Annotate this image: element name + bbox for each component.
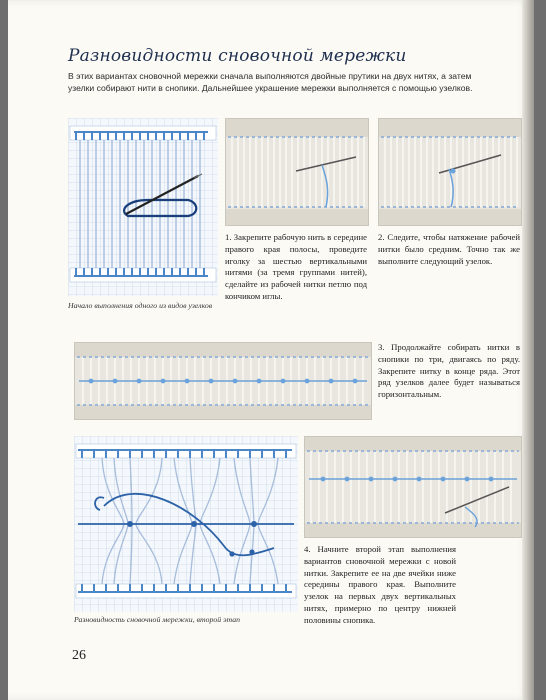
photo-step-2 (378, 118, 522, 226)
step-2-text: 2. Следите, чтобы натяжение рабочей нитки было средним. Точно так же выполните следующий узелок. (378, 232, 520, 266)
second-stage-illustration (74, 436, 298, 612)
caption-second-stage: Разновидность сновочной мережки, второй этап (74, 615, 241, 624)
step-1-text: 1. Закрепите рабочую нить в середине правого края полосы, проведите иголку за шестью вертикальными нитями (за тремя группами нитей), сделайте из рабочей нитки петлю под кончиком иглы. (225, 232, 367, 301)
page-number: 26 (72, 648, 86, 663)
diagram-second-stage (74, 436, 298, 612)
diagram-knot-start (68, 118, 218, 296)
photo-step-1 (225, 118, 369, 226)
intro-paragraph: В этих вариантах сновочной мережки сначала выполняются двойные прутики на двух нитях, а затем узелки собирают нити в снопики. Дальнейшее украшение мережки выполняется с помощью узелков. (68, 71, 473, 93)
step-4-text: 4. Начните второй этап выполнения вариантов сновочной мережки с новой нитки. Закрепите ее на две ячейки ниже середины правого края. Выполните узелок на первых двух вертикальных нитях, примерно по центру нижней половины снопика. (304, 544, 456, 625)
photo-step-4 (304, 436, 522, 538)
page-spine-shadow (522, 0, 534, 700)
photo-step-3 (74, 342, 372, 420)
knot-start-illustration (68, 118, 218, 296)
section-title: Разновидности сновочной мережки (68, 46, 407, 66)
book-page (8, 0, 534, 700)
caption-knot-start: Начало выполнения одного из видов узелков (68, 301, 213, 310)
step-3-text: 3. Продолжайте собирать нитки в снопики по три, двигаясь по ряду. Закрепите нитку в конце ряда. Этот ряд узелков далее будет называться горизонтальным. (378, 342, 520, 400)
